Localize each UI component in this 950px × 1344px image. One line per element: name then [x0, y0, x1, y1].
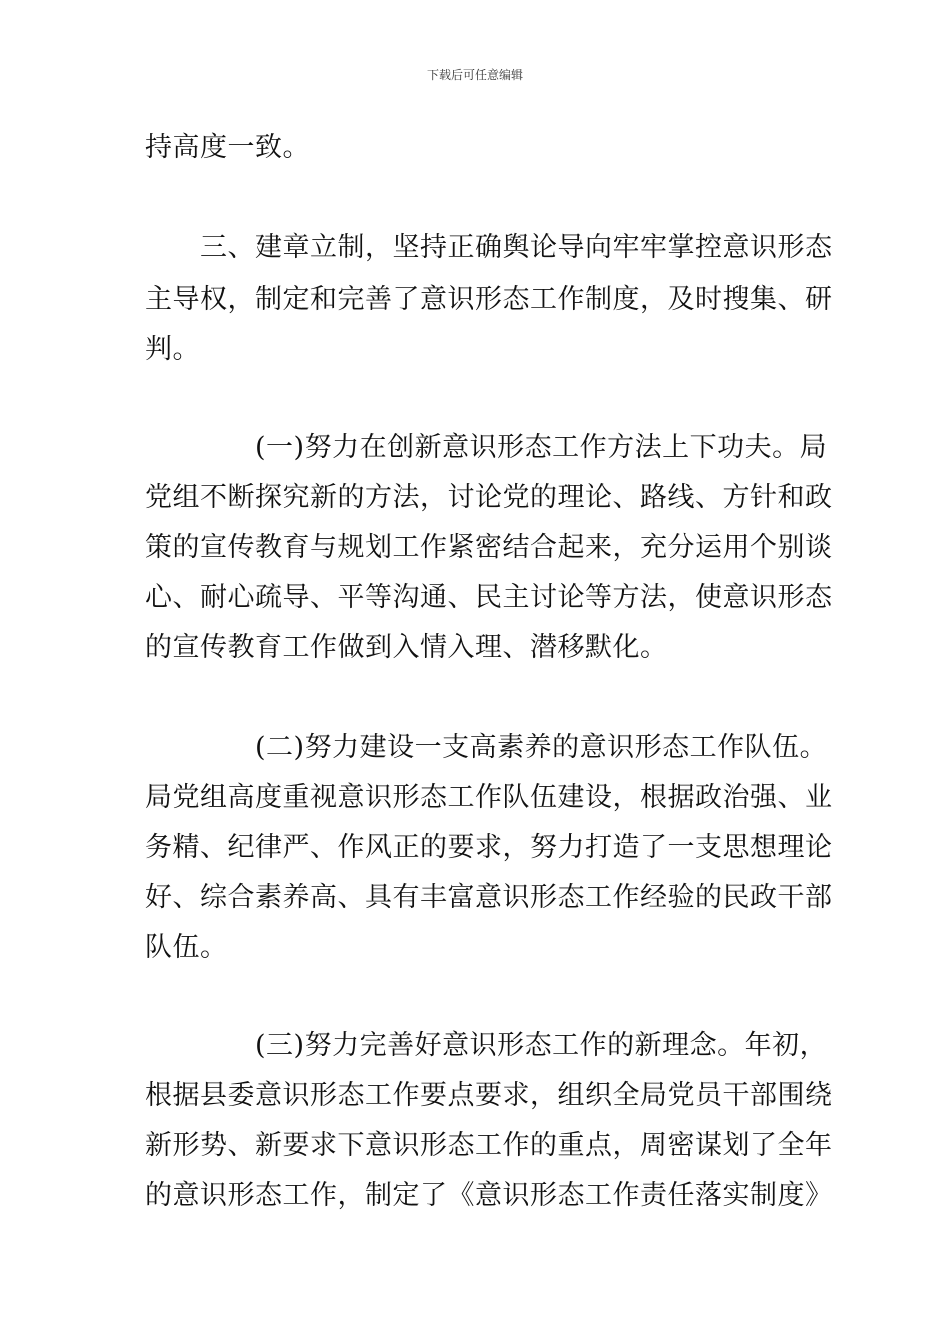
page-header: 下载后可任意编辑 [426, 68, 523, 82]
text-line: 心、耐心疏导、平等沟通、民主讨论等方法，使意识形态 [145, 582, 833, 613]
subsection-heading: (二)努力建设一支高素养的意识形态工作队伍。 [145, 732, 828, 763]
text-line: 的意识形态工作，制定了《意识形态工作责任落实制度》 [145, 1180, 833, 1211]
text-line: 好、综合素养高、具有丰富意识形态工作经验的民政干部 [145, 882, 833, 913]
text-line: 局党组高度重视意识形态工作队伍建设，根据政治强、业 [145, 782, 833, 813]
text-line: 持高度一致。 [145, 132, 310, 163]
text-line: 新形势、新要求下意识形态工作的重点，周密谋划了全年 [145, 1130, 833, 1161]
subsection-heading: (一)努力在创新意识形态工作方法上下功夫。局 [145, 432, 828, 463]
text-line: 根据县委意识形态工作要点要求，组织全局党员干部围绕 [145, 1080, 833, 1111]
section-heading: 三、建章立制，坚持正确舆论导向牢牢掌控意识形态 [145, 232, 833, 263]
subsection-heading: (三)努力完善好意识形态工作的新理念。年初， [145, 1030, 828, 1061]
text-line: 务精、纪律严、作风正的要求，努力打造了一支思想理论 [145, 832, 833, 863]
text-line: 党组不断探究新的方法，讨论党的理论、路线、方针和政 [145, 482, 833, 513]
text-line: 判。 [145, 334, 200, 365]
text-line: 队伍。 [145, 932, 228, 963]
text-line: 策的宣传教育与规划工作紧密结合起来，充分运用个别谈 [145, 532, 833, 563]
text-line: 主导权，制定和完善了意识形态工作制度，及时搜集、研 [145, 284, 833, 315]
text-line: 的宣传教育工作做到入情入理、潜移默化。 [145, 632, 668, 663]
